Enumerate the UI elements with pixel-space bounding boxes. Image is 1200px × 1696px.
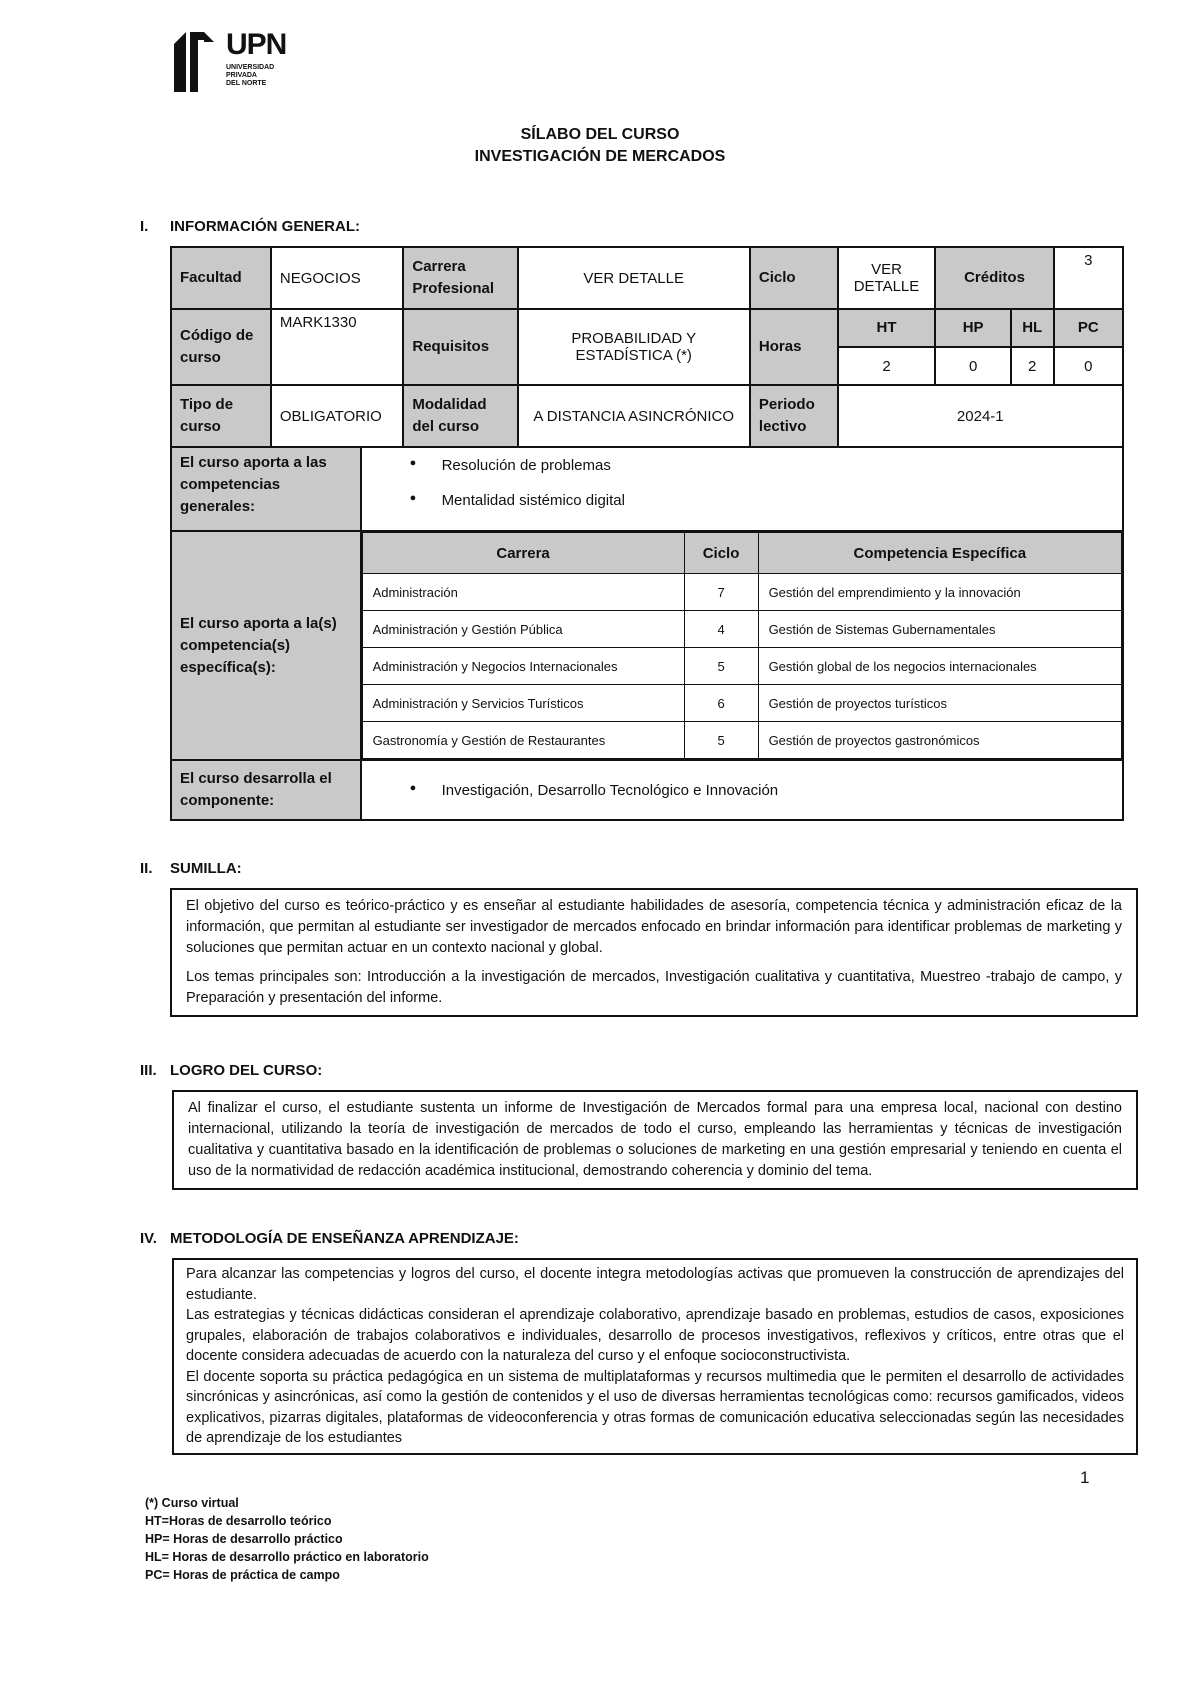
metodologia-paragraph: El docente soporta su práctica pedagógica en un sistema de multiplataformas y recursos multimedia que le permiten el desarrollo de actividades sincrónicas y asincrónicas, así como la gestión de contenidos y el uso de diversas herramientas tecnológicas como: recursos gamificados, videos explicativos, pizarras digitales, plataformas de videoconferencia y otras formas de comunicación educativa seleccionadas según las necesidades de aprendizaje de los estudiantes <box>186 1368 1124 1446</box>
carrera-label: Carrera Profesional <box>403 247 517 309</box>
cell-carrera: Administración y Servicios Turísticos <box>362 685 684 722</box>
table-row <box>362 574 1121 611</box>
upn-logo-mark <box>170 28 226 94</box>
table-row <box>362 685 1121 722</box>
competencias-generales-label: El curso aporta a las competencias generales: <box>171 447 361 531</box>
modalidad-value: A DISTANCIA ASINCRÓNICO <box>518 385 750 447</box>
hp-label: HP <box>935 309 1010 347</box>
table-row <box>362 722 1121 759</box>
section-heading-general: I. INFORMACIÓN GENERAL: <box>140 218 360 235</box>
logro-box <box>172 1090 1138 1190</box>
section-heading-sumilla: II. SUMILLA: <box>140 860 242 877</box>
table-row <box>362 611 1121 648</box>
competencias-especificas-cell <box>361 531 1123 760</box>
general-info-table <box>170 246 1124 821</box>
cell-carrera: Administración y Gestión Pública <box>362 611 684 648</box>
componente-value: ● Investigación, Desarrollo Tecnológico e Innovación <box>422 773 1122 808</box>
requisitos-label: Requisitos <box>403 309 517 385</box>
cell-ciclo: 5 <box>684 648 758 685</box>
modalidad-label: Modalidad del curso <box>403 385 517 447</box>
section-heading-metodologia: IV. METODOLOGÍA DE ENSEÑANZA APRENDIZAJE: <box>140 1230 519 1247</box>
page-number: 1 <box>1080 1468 1090 1487</box>
logro-paragraph: Al finalizar el curso, el estudiante sustenta un informe de Investigación de Mercados formal para una empresa local, nacional con destino internacional, utilizando la teoría de investigación de mercados de todo el curso, empleando las herramientas y técnicas de investigación cualitativa y cuantitativa basado en la identificación de problemas o soluciones de marketing en una gestión empresarial y teniendo en cuenta el uso de la normatividad de redacción académica institucional, demostrando coherencia y dominio del tema. <box>188 1100 1122 1179</box>
ht-value: 2 <box>838 347 936 385</box>
cell-carrera: Administración <box>362 574 684 611</box>
ciclo-label: Ciclo <box>750 247 838 309</box>
sumilla-paragraph: Los temas principales son: Introducción a la investigación de mercados, Investigación cualitativa y cuantitativa, Muestreo -trabajo de campo, y Preparación y presentación del informe. <box>186 969 1122 1006</box>
hp-value: 0 <box>935 347 1010 385</box>
facultad-value: NEGOCIOS <box>271 247 403 309</box>
carrera-value: VER DETALLE <box>518 247 750 309</box>
list-item: ● Resolución de problemas <box>422 448 1122 483</box>
pc-label: PC <box>1054 309 1123 347</box>
requisitos-value: PROBABILIDAD Y ESTADÍSTICA (*) <box>518 309 750 385</box>
creditos-label: Créditos <box>935 247 1053 309</box>
competencias-especificas-table <box>362 532 1122 759</box>
cell-ciclo: 6 <box>684 685 758 722</box>
footnote-line: PC= Horas de práctica de campo <box>145 1568 340 1582</box>
codigo-value: MARK1330 <box>271 309 403 385</box>
table-row <box>362 648 1121 685</box>
facultad-label: Facultad <box>171 247 271 309</box>
footnote-line: HT=Horas de desarrollo teórico <box>145 1514 332 1528</box>
creditos-value: 3 <box>1054 247 1123 309</box>
metodologia-box <box>172 1258 1138 1455</box>
tipo-label: Tipo de curso <box>171 385 271 447</box>
footnote-line: HP= Horas de desarrollo práctico <box>145 1532 343 1546</box>
periodo-value: 2024-1 <box>838 385 1123 447</box>
competencias-generales-list <box>361 447 1123 531</box>
column-header-ciclo: Ciclo <box>684 533 758 574</box>
tipo-value: OBLIGATORIO <box>271 385 403 447</box>
section-heading-logro: III. LOGRO DEL CURSO: <box>140 1062 323 1079</box>
cell-carrera: Gastronomía y Gestión de Restaurantes <box>362 722 684 759</box>
upn-logo <box>170 28 290 96</box>
cell-competencia: Gestión de Sistemas Gubernamentales <box>758 611 1121 648</box>
cell-ciclo: 5 <box>684 722 758 759</box>
cell-carrera: Administración y Negocios Internacionales <box>362 648 684 685</box>
footnote-line: HL= Horas de desarrollo práctico en laboratorio <box>145 1550 429 1564</box>
logo-subtitle: UNIVERSIDAD PRIVADA DEL NORTE <box>226 64 275 87</box>
ciclo-value: VER DETALLE <box>838 247 936 309</box>
periodo-label: Periodo lectivo <box>750 385 838 447</box>
hl-label: HL <box>1011 309 1054 347</box>
metodologia-paragraph: Para alcanzar las competencias y logros del curso, el docente integra metodologías activas que promueven la construcción de aprendizajes del estudiante. <box>186 1266 1124 1303</box>
column-header-carrera: Carrera <box>362 533 684 574</box>
pc-value: 0 <box>1054 347 1123 385</box>
hl-value: 2 <box>1011 347 1054 385</box>
cell-competencia: Gestión de proyectos turísticos <box>758 685 1121 722</box>
sumilla-paragraph: El objetivo del curso es teórico-práctico y es enseñar al estudiante habilidades de asesoría, competencia técnica y administración eficaz de la información, que permitan al estudiante ser investigador de mercados enfocado en brindar información para identificar problemas de marketing y soluciones que permitan actuar en un contexto nacional y global. <box>186 898 1122 956</box>
cell-ciclo: 4 <box>684 611 758 648</box>
codigo-label: Código de curso <box>171 309 271 385</box>
componente-label: El curso desarrolla el componente: <box>171 760 361 820</box>
competencias-especificas-label: El curso aporta a la(s) competencia(s) específica(s): <box>171 531 361 760</box>
metodologia-paragraph: Las estrategias y técnicas didácticas consideran el aprendizaje colaborativo, aprendizaje basado en problemas, estudios de casos, exposiciones grupales, elaboración de trabajos colaborativos e individuales, desarrollo de procesos investigativos, reflexivos y críticos, entre otras que el docente considera adecuadas de acuerdo con la naturaleza del curso y el enfoque socioconstructivista. <box>186 1307 1124 1364</box>
componente-cell <box>361 760 1123 820</box>
cell-competencia: Gestión del emprendimiento y la innovación <box>758 574 1121 611</box>
cell-competencia: Gestión global de los negocios internacionales <box>758 648 1121 685</box>
document-title: SÍLABO DEL CURSO <box>520 126 680 143</box>
ht-label: HT <box>838 309 936 347</box>
sumilla-box <box>170 888 1138 1017</box>
list-item: ● Mentalidad sistémico digital <box>422 483 1122 518</box>
footnote-line: (*) Curso virtual <box>145 1496 239 1510</box>
cell-ciclo: 7 <box>684 574 758 611</box>
logo-brand: UPN <box>226 28 287 61</box>
horas-label: Horas <box>750 309 838 385</box>
course-title: INVESTIGACIÓN DE MERCADOS <box>474 148 726 165</box>
cell-competencia: Gestión de proyectos gastronómicos <box>758 722 1121 759</box>
footnotes <box>145 1494 429 1584</box>
column-header-competencia: Competencia Específica <box>758 533 1121 574</box>
